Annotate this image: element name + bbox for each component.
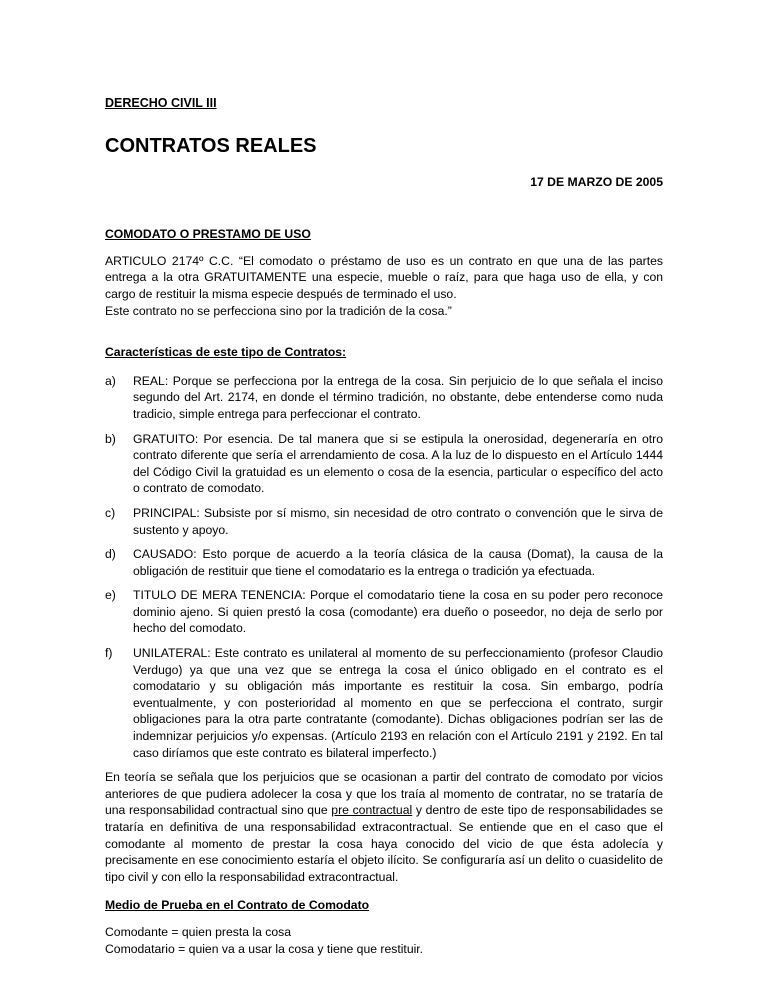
definition-comodatario: Comodatario = quien va a usar la cosa y tiene que restituir.: [105, 941, 424, 956]
list-item-a: [105, 373, 663, 423]
list-item-d: [105, 546, 663, 579]
paragraph-text: y dentro de este tipo de responsabilidades se trataría en definitiva de una responsabilidad extracontractual. Se entiende que en el caso que el comodante al momento de prestar la cosa haya conocido del vicio de que ésta adolecía y precisamente en ese conocimiento estaría el objeto ilícito. Se configuraría así un delito o cuasidelito de tipo civil y con ello la responsabilidad extracontractual.: [105, 803, 663, 884]
list-letter: e): [105, 588, 116, 603]
list-letter: d): [105, 547, 116, 562]
underlined-term: pre contractual: [331, 803, 413, 818]
section-heading-caracteristicas: Características de este tipo de Contratos:: [105, 345, 347, 360]
article-quote: [105, 253, 663, 319]
list-text: CAUSADO: Esto porque de acuerdo a la teoría clásica de la causa (Domat), la causa de la obligación de restituir que tiene el comodatario es la entrega o tradición ya efectuada.: [133, 547, 663, 578]
list-text: REAL: Porque se perfecciona por la entrega de la cosa. Sin perjuicio de lo que señala el inciso segundo del Art. 2174, en donde el término tradición, no obstante, debe entenderse como nuda tradicio, simple entrega para perfeccionar el contrato.: [133, 373, 663, 421]
paragraph-responsabilidad: [105, 769, 663, 885]
section-heading-prueba: Medio de Prueba en el Contrato de Comodato: [105, 898, 370, 913]
list-text: PRINCIPAL: Subsiste por sí mismo, sin necesidad de otro contrato o convención que le sirva de sustento y apoyo.: [133, 505, 663, 537]
list-letter: a): [105, 373, 116, 388]
document-title: CONTRATOS REALES: [105, 134, 317, 157]
section-heading-comodato: COMODATO O PRESTAMO DE USO: [105, 227, 311, 242]
list-text: TITULO DE MERA TENENCIA: Porque el comodatario tiene la cosa en su poder pero reconoce dominio ajeno. Si quien prestó la cosa (comodante) era dueño o poseedor, no deja de serlo por hecho del comodato.: [133, 588, 663, 636]
list-item-f: [105, 645, 663, 761]
article-text: ARTICULO 2174º C.C. “El comodato o préstamo de uso es un contrato en que una de las partes entrega a la otra GRATUITAMENTE una especie, mueble o raíz, para que haga uso de ella, y con cargo de restituir la misma especie después de terminado el uso.: [105, 253, 663, 301]
list-item-b: [105, 431, 663, 497]
list-letter: f): [105, 646, 113, 661]
article-text-line2: Este contrato no se perfecciona sino por la tradición de la cosa.”: [105, 303, 452, 318]
list-item-e: [105, 587, 663, 637]
list-text: UNILATERAL: Este contrato es unilateral al momento de su perfeccionamiento (profesor Claudio Verdugo) ya que una vez que se entrega la cosa el único obligado en el contrato es el comodatario y su obligación más importante es restituir la cosa. Sin embargo, podría eventualmente, y con posterioridad al momento en que se perfecciona el contrato, surgir obligaciones para la otra parte contratante (comodante). Dichas obligaciones podrían ser las de indemnizar perjuicios y/o expensas. (Artículo 2193 en relación con el Artículo 2191 y 2192. En tal caso diríamos que este contrato es bilateral imperfecto.): [133, 646, 663, 760]
definition-comodante: Comodante = quien presta la cosa: [105, 924, 291, 939]
list-text: GRATUITO: Por esencia. De tal manera que si se estipula la onerosidad, degeneraría en otro contrato diferente que sería el arrendamiento de cosa. A la luz de lo dispuesto en el Artículo 1444 del Código Civil la gratuidad es un elemento o cosa de la esencia, particular o específico del acto o contrato de comodato.: [133, 431, 663, 496]
paragraph-text: En teoría se señala que los perjuicios que se ocasionan a partir del contrato de comodato por vicios anteriores de que pudiera adolecer la cosa y que los traía al momento de contratar, no se trataría de una responsabilidad contractual sino que: [105, 770, 663, 818]
document-date: 17 DE MARZO DE 2005: [530, 174, 663, 189]
list-letter: b): [105, 431, 116, 446]
course-title: DERECHO CIVIL III: [105, 96, 217, 110]
list-letter: c): [105, 505, 116, 520]
definitions: [105, 924, 663, 957]
list-item-c: [105, 505, 663, 538]
